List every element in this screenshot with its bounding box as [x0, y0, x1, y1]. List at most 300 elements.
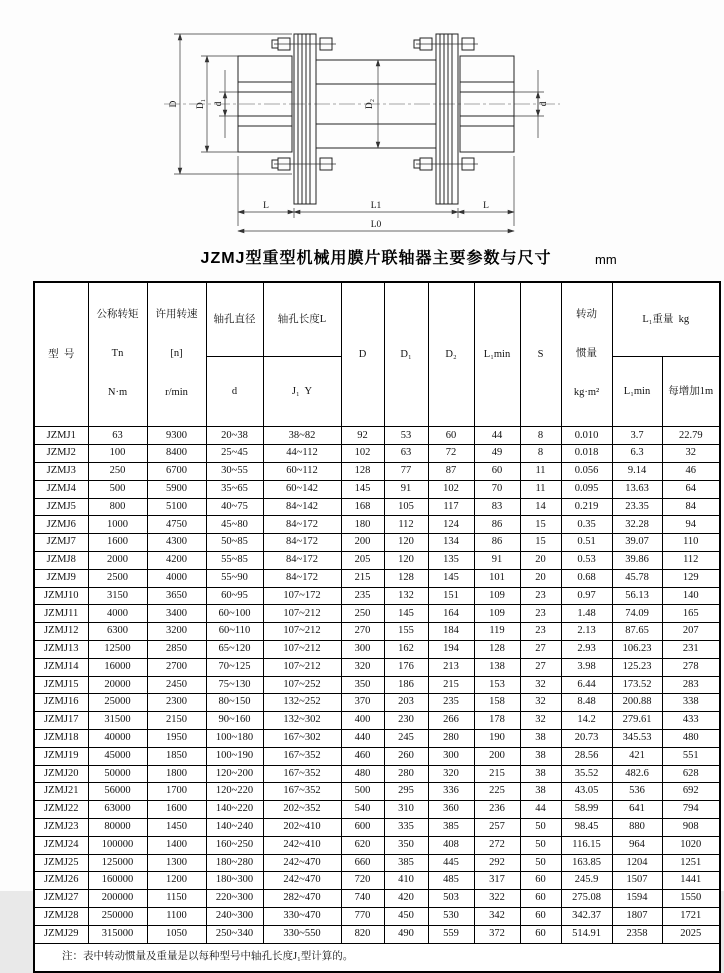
table-cell: 60	[520, 890, 561, 908]
table-cell: 40000	[88, 729, 147, 747]
table-cell: 260	[384, 747, 428, 765]
table-cell: 1150	[147, 890, 206, 908]
table-cell: 6.44	[561, 676, 612, 694]
table-cell: 300	[341, 640, 384, 658]
table-cell: 23	[520, 587, 561, 605]
table-cell: 215	[341, 569, 384, 587]
table-cell: 128	[341, 462, 384, 480]
table-cell: 215	[474, 765, 520, 783]
table-cell: 460	[341, 747, 384, 765]
table-cell: JZMJ17	[34, 712, 88, 730]
table-cell: 280	[384, 765, 428, 783]
table-cell: 317	[474, 872, 520, 890]
table-cell: 15	[520, 516, 561, 534]
header-line: 惯量	[576, 348, 597, 360]
table-row	[34, 587, 720, 605]
table-cell: 3150	[88, 587, 147, 605]
table-cell: JZMJ16	[34, 694, 88, 712]
table-row	[34, 623, 720, 641]
table-cell: 250000	[88, 907, 147, 925]
table-cell: 4750	[147, 516, 206, 534]
table-cell: 1600	[88, 534, 147, 552]
table-row	[34, 676, 720, 694]
table-cell: 8.48	[561, 694, 612, 712]
table-cell: 300	[428, 747, 474, 765]
table-cell: 16000	[88, 658, 147, 676]
table-cell: 86	[474, 516, 520, 534]
table-cell: 60	[474, 462, 520, 480]
table-cell: 4200	[147, 551, 206, 569]
table-cell: 116.15	[561, 836, 612, 854]
table-cell: 315000	[88, 925, 147, 943]
dim-label-L1: L1	[370, 201, 382, 211]
dim-label-D: D	[169, 100, 179, 108]
table-cell: 110	[662, 534, 720, 552]
table-cell: 92	[341, 427, 384, 445]
table-cell: 56000	[88, 783, 147, 801]
table-cell: 514.91	[561, 925, 612, 943]
table-cell: 280	[428, 729, 474, 747]
col-header-torque	[88, 282, 147, 427]
table-cell: 1721	[662, 907, 720, 925]
table-cell: 20	[520, 569, 561, 587]
table-cell: 2500	[88, 569, 147, 587]
table-cell: 186	[384, 676, 428, 694]
table-row	[34, 658, 720, 676]
table-cell: 213	[428, 658, 474, 676]
table-cell: 32	[662, 445, 720, 463]
table-cell: 45000	[88, 747, 147, 765]
table-cell: 50	[520, 818, 561, 836]
table-cell: 23	[520, 605, 561, 623]
table-cell: 44	[474, 427, 520, 445]
table-row	[34, 765, 720, 783]
table-cell: 2300	[147, 694, 206, 712]
table-footer	[34, 943, 720, 972]
table-cell: 49	[474, 445, 520, 463]
table-cell: JZMJ14	[34, 658, 88, 676]
table-cell: 91	[384, 480, 428, 498]
table-cell: 1441	[662, 872, 720, 890]
table-cell: 5900	[147, 480, 206, 498]
table-cell: 433	[662, 712, 720, 730]
table-cell: JZMJ22	[34, 801, 88, 819]
table-cell: 2850	[147, 640, 206, 658]
table-cell: 350	[341, 676, 384, 694]
table-cell: 94	[662, 516, 720, 534]
table-cell: 80000	[88, 818, 147, 836]
table-cell: 107~212	[263, 605, 341, 623]
table-cell: 167~352	[263, 747, 341, 765]
table-row	[34, 836, 720, 854]
table-cell: 119	[474, 623, 520, 641]
dim-label-L-left: L	[263, 201, 269, 211]
table-cell: 107~252	[263, 676, 341, 694]
table-row	[34, 551, 720, 569]
table-cell: 250	[88, 462, 147, 480]
dim-label-D1: D₁	[196, 98, 206, 110]
table-row	[34, 890, 720, 908]
table-row	[34, 445, 720, 463]
title-row	[33, 245, 719, 273]
header-line: [n]	[170, 348, 183, 360]
table-cell: 220~300	[206, 890, 263, 908]
table-cell: 102	[341, 445, 384, 463]
table-cell: 98.45	[561, 818, 612, 836]
table-cell: 8	[520, 427, 561, 445]
table-cell: 400	[341, 712, 384, 730]
table-cell: 720	[341, 872, 384, 890]
table-cell: 372	[474, 925, 520, 943]
table-cell: JZMJ4	[34, 480, 88, 498]
table-row	[34, 801, 720, 819]
table-cell: 35.52	[561, 765, 612, 783]
table-row	[34, 498, 720, 516]
table-cell: 163.85	[561, 854, 612, 872]
table-cell: 385	[384, 854, 428, 872]
table-cell: 120~200	[206, 765, 263, 783]
table-row	[34, 694, 720, 712]
table-cell: 641	[612, 801, 662, 819]
table-cell: 32.28	[612, 516, 662, 534]
table-cell: JZMJ15	[34, 676, 88, 694]
table-cell: 107~172	[263, 587, 341, 605]
table-cell: 15	[520, 534, 561, 552]
table-cell: 31500	[88, 712, 147, 730]
dim-label-d-left: d	[214, 101, 224, 107]
table-header	[34, 282, 720, 427]
table-cell: 8400	[147, 445, 206, 463]
table-cell: 132	[384, 587, 428, 605]
table-cell: 207	[662, 623, 720, 641]
table-cell: 90~160	[206, 712, 263, 730]
header-line: Tn	[111, 348, 124, 360]
table-cell: 1800	[147, 765, 206, 783]
table-cell: JZMJ20	[34, 765, 88, 783]
table-cell: 120	[384, 534, 428, 552]
table-cell: 50000	[88, 765, 147, 783]
table-cell: 45.78	[612, 569, 662, 587]
table-cell: 120	[384, 551, 428, 569]
table-note: 注：表中转动惯量及重量是以每种型号中轴孔长度J₁型计算的。	[34, 943, 720, 972]
table-cell: 60	[520, 925, 561, 943]
table-cell: 370	[341, 694, 384, 712]
table-cell: 87	[428, 462, 474, 480]
table-cell: 4300	[147, 534, 206, 552]
table-cell: 50	[520, 854, 561, 872]
table-cell: JZMJ3	[34, 462, 88, 480]
table-cell: 155	[384, 623, 428, 641]
table-cell: 330~470	[263, 907, 341, 925]
table-cell: 109	[474, 587, 520, 605]
table-cell: 158	[474, 694, 520, 712]
table-cell: 80~150	[206, 694, 263, 712]
table-cell: 770	[341, 907, 384, 925]
table-cell: 109	[474, 605, 520, 623]
table-cell: 2358	[612, 925, 662, 943]
table-cell: 100~180	[206, 729, 263, 747]
table-cell: 112	[662, 551, 720, 569]
table-cell: 3.7	[612, 427, 662, 445]
col-header-weight: L₁重量 kg	[612, 282, 720, 356]
header-line: 许用转速	[155, 309, 198, 321]
col-subheader-d: d	[206, 356, 263, 426]
table-cell: 320	[341, 658, 384, 676]
table-cell: 342.37	[561, 907, 612, 925]
table-cell: 235	[341, 587, 384, 605]
table-cell: 44~112	[263, 445, 341, 463]
table-row	[34, 427, 720, 445]
table-row	[34, 480, 720, 498]
table-cell: 107~212	[263, 640, 341, 658]
table-cell: 1200	[147, 872, 206, 890]
header-line: 公称转矩	[96, 309, 139, 321]
table-cell: 880	[612, 818, 662, 836]
col-header-D2: D₂	[428, 282, 474, 427]
table-cell: 75~130	[206, 676, 263, 694]
table-cell: 128	[384, 569, 428, 587]
table-cell: 128	[474, 640, 520, 658]
table-cell: 86	[474, 534, 520, 552]
table-cell: 205	[341, 551, 384, 569]
table-cell: 600	[341, 818, 384, 836]
col-header-inertia	[561, 282, 612, 427]
table-cell: 283	[662, 676, 720, 694]
table-cell: 140~240	[206, 818, 263, 836]
table-cell: 100~190	[206, 747, 263, 765]
table-cell: 1000	[88, 516, 147, 534]
table-cell: 964	[612, 836, 662, 854]
table-cell: 245	[384, 729, 428, 747]
table-cell: 145	[384, 605, 428, 623]
table-cell: 120~220	[206, 783, 263, 801]
table-cell: 190	[474, 729, 520, 747]
table-cell: 200	[341, 534, 384, 552]
table-cell: 87.65	[612, 623, 662, 641]
table-row	[34, 516, 720, 534]
table-cell: 160~250	[206, 836, 263, 854]
table-cell: 1300	[147, 854, 206, 872]
table-cell: 129	[662, 569, 720, 587]
table-cell: JZMJ21	[34, 783, 88, 801]
table-cell: 1251	[662, 854, 720, 872]
table-cell: 2450	[147, 676, 206, 694]
table-cell: 125000	[88, 854, 147, 872]
table-cell: 257	[474, 818, 520, 836]
table-cell: 23	[520, 623, 561, 641]
table-cell: 240~300	[206, 907, 263, 925]
table-cell: 1020	[662, 836, 720, 854]
table-cell: 338	[662, 694, 720, 712]
table-cell: 660	[341, 854, 384, 872]
table-cell: 279.61	[612, 712, 662, 730]
table-cell: 64	[662, 480, 720, 498]
table-cell: 43.05	[561, 783, 612, 801]
table-cell: 124	[428, 516, 474, 534]
table-cell: 620	[341, 836, 384, 854]
header-line: N·m	[107, 387, 128, 399]
table-cell: 236	[474, 801, 520, 819]
table-cell: 410	[384, 872, 428, 890]
table-cell: 32	[520, 694, 561, 712]
table-cell: JZMJ11	[34, 605, 88, 623]
table-cell: 180~300	[206, 872, 263, 890]
table-cell: 559	[428, 925, 474, 943]
table-cell: 102	[428, 480, 474, 498]
table-cell: 1450	[147, 818, 206, 836]
table-cell: 38	[520, 747, 561, 765]
table-cell: 65~120	[206, 640, 263, 658]
table-cell: 740	[341, 890, 384, 908]
table-cell: 2000	[88, 551, 147, 569]
table-cell: 1100	[147, 907, 206, 925]
table-cell: 202~352	[263, 801, 341, 819]
table-cell: 200000	[88, 890, 147, 908]
table-cell: 0.018	[561, 445, 612, 463]
table-cell: 106.23	[612, 640, 662, 658]
table-cell: 420	[384, 890, 428, 908]
table-cell: 38	[520, 729, 561, 747]
table-cell: 50~85	[206, 534, 263, 552]
table-cell: JZMJ5	[34, 498, 88, 516]
table-cell: 84~172	[263, 569, 341, 587]
table-cell: 45~80	[206, 516, 263, 534]
table-cell: 28.56	[561, 747, 612, 765]
table-row	[34, 729, 720, 747]
table-cell: 480	[662, 729, 720, 747]
table-cell: JZMJ9	[34, 569, 88, 587]
table-cell: 132~302	[263, 712, 341, 730]
table-cell: 160000	[88, 872, 147, 890]
table-cell: JZMJ7	[34, 534, 88, 552]
table-cell: 250	[341, 605, 384, 623]
table-cell: 140~220	[206, 801, 263, 819]
table-cell: 360	[428, 801, 474, 819]
table-cell: 39.07	[612, 534, 662, 552]
table-cell: 278	[662, 658, 720, 676]
table-cell: 3650	[147, 587, 206, 605]
table-cell: 330~550	[263, 925, 341, 943]
table-cell: 70~125	[206, 658, 263, 676]
table-cell: 1204	[612, 854, 662, 872]
table-cell: 530	[428, 907, 474, 925]
table-cell: 5100	[147, 498, 206, 516]
table-cell: 70	[474, 480, 520, 498]
col-subheader-J1-Y: J₁ Y	[263, 356, 341, 426]
table-cell: 60	[428, 427, 474, 445]
table-cell: 27	[520, 658, 561, 676]
table-cell: 117	[428, 498, 474, 516]
table-cell: 1550	[662, 890, 720, 908]
table-cell: 132~252	[263, 694, 341, 712]
table-cell: 14	[520, 498, 561, 516]
table-cell: 107~212	[263, 623, 341, 641]
table-cell: 800	[88, 498, 147, 516]
coupling-drawing-svg	[150, 4, 574, 238]
table-cell: JZMJ6	[34, 516, 88, 534]
table-cell: 320	[428, 765, 474, 783]
table-cell: 151	[428, 587, 474, 605]
table-row	[34, 534, 720, 552]
col-subheader-weight-per-m: 每增加1m	[662, 356, 720, 426]
table-row	[34, 818, 720, 836]
table-cell: 1600	[147, 801, 206, 819]
table-cell: 3.98	[561, 658, 612, 676]
table-cell: 55~85	[206, 551, 263, 569]
table-cell: 0.095	[561, 480, 612, 498]
table-cell: 245.9	[561, 872, 612, 890]
table-cell: JZMJ19	[34, 747, 88, 765]
table-cell: 628	[662, 765, 720, 783]
table-cell: 1507	[612, 872, 662, 890]
table-cell: 335	[384, 818, 428, 836]
table-cell: 6.3	[612, 445, 662, 463]
table-cell: 162	[384, 640, 428, 658]
table-cell: 60	[520, 907, 561, 925]
table-cell: 53	[384, 427, 428, 445]
table-cell: 20000	[88, 676, 147, 694]
table-cell: 20~38	[206, 427, 263, 445]
table-cell: 167~352	[263, 765, 341, 783]
table-cell: 60~142	[263, 480, 341, 498]
table-cell: 1050	[147, 925, 206, 943]
table-cell: 60~110	[206, 623, 263, 641]
table-cell: 8	[520, 445, 561, 463]
table-cell: 20	[520, 551, 561, 569]
page-title: JZMJ型重型机械用膜片联轴器主要参数与尺寸	[200, 250, 552, 267]
table-cell: 40~75	[206, 498, 263, 516]
table-cell: 3400	[147, 605, 206, 623]
table-cell: 2025	[662, 925, 720, 943]
table-cell: 908	[662, 818, 720, 836]
table-cell: 500	[88, 480, 147, 498]
table-cell: 38	[520, 765, 561, 783]
table-cell: 342	[474, 907, 520, 925]
col-header-S: S	[520, 282, 561, 427]
table-cell: 100	[88, 445, 147, 463]
table-cell: 536	[612, 783, 662, 801]
table-cell: 1400	[147, 836, 206, 854]
table-cell: 421	[612, 747, 662, 765]
table-cell: 100000	[88, 836, 147, 854]
table-cell: 9.14	[612, 462, 662, 480]
table-cell: 20.73	[561, 729, 612, 747]
header-line: r/min	[165, 387, 188, 399]
table-cell: 4000	[147, 569, 206, 587]
table-cell: 3200	[147, 623, 206, 641]
table-cell: 1594	[612, 890, 662, 908]
table-cell: 440	[341, 729, 384, 747]
table-row	[34, 712, 720, 730]
table-cell: 0.53	[561, 551, 612, 569]
table-cell: 503	[428, 890, 474, 908]
table-cell: JZMJ12	[34, 623, 88, 641]
table-cell: 450	[384, 907, 428, 925]
table-cell: 1700	[147, 783, 206, 801]
table-cell: 2.13	[561, 623, 612, 641]
table-cell: JZMJ18	[34, 729, 88, 747]
table-cell: 60~100	[206, 605, 263, 623]
table-cell: JZMJ13	[34, 640, 88, 658]
parameters-table	[33, 281, 721, 973]
table-cell: 60~112	[263, 462, 341, 480]
table-cell: 84~172	[263, 551, 341, 569]
table-cell: 2.93	[561, 640, 612, 658]
col-header-D: D	[341, 282, 384, 427]
table-cell: 84	[662, 498, 720, 516]
table-cell: 50	[520, 836, 561, 854]
unit-label: mm	[595, 252, 617, 267]
